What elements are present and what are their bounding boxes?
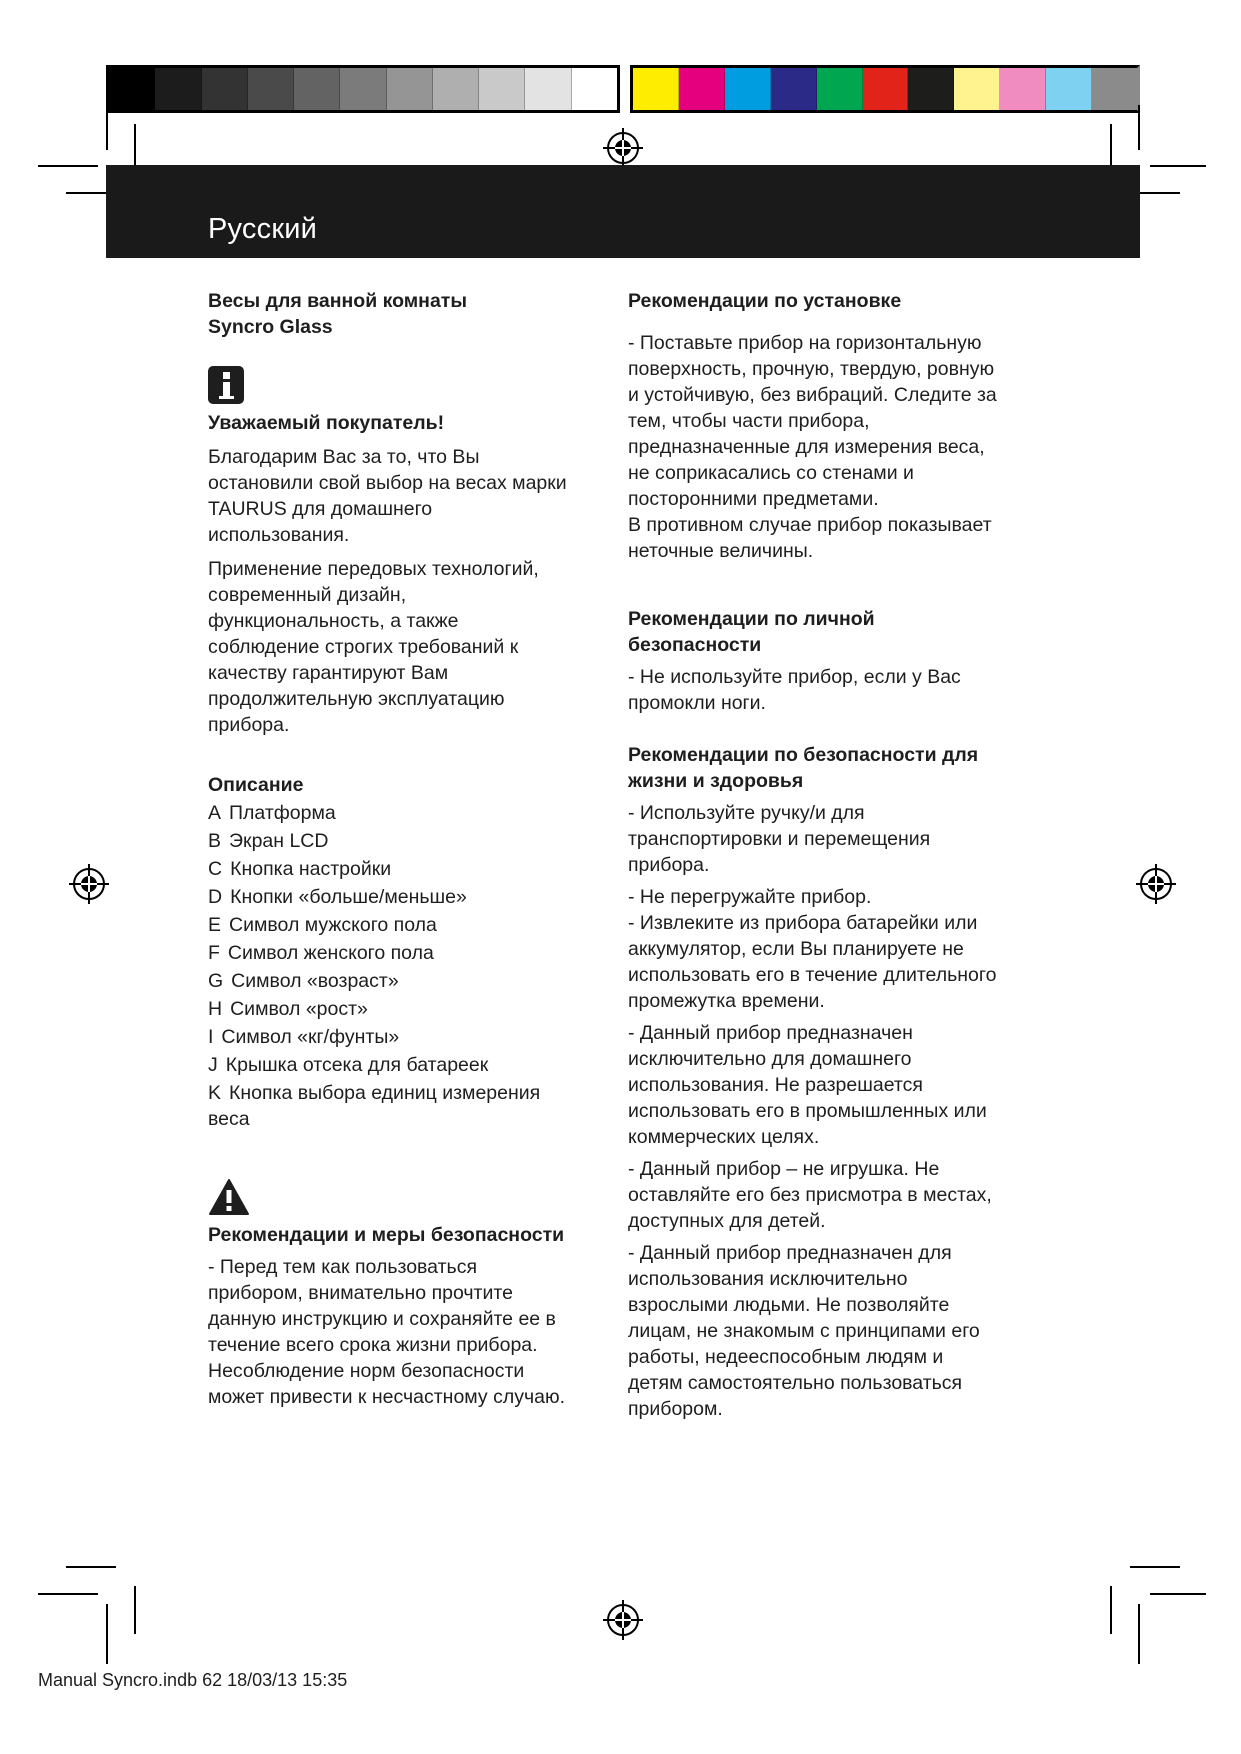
description-item-text: Кнопка настройки: [230, 858, 392, 880]
safety-heading: Рекомендации и меры безопасности: [208, 1224, 565, 1246]
description-item: [208, 828, 568, 854]
color-swatch: [633, 68, 679, 110]
description-item-letter: G: [208, 970, 224, 992]
description-item: [208, 1052, 568, 1078]
color-swatch: [248, 68, 294, 110]
description-item-letter: K: [208, 1082, 222, 1104]
description-item: [208, 1024, 568, 1050]
health-paragraph: - Данный прибор предназначен исключительно для домашнего использования. Не разрешается использовать его в промышленных или коммерческих целях.: [628, 1022, 987, 1148]
greeting-paragraph: Применение передовых технологий, современный дизайн, функциональность, а также соблюдение строгих требований к качеству гарантируют Вам продолжительную эксплуатацию прибора.: [208, 558, 539, 736]
color-swatch: [572, 68, 617, 110]
description-item: [208, 968, 568, 994]
color-swatch: [340, 68, 386, 110]
description-item-text: Символ «кг/фунты»: [221, 1026, 400, 1048]
description-item: [208, 800, 568, 826]
crop-mark-bottom-right-h: [1130, 1566, 1180, 1568]
color-swatch: [387, 68, 433, 110]
description-item-text: Кнопка выбора единиц измерения веса: [208, 1082, 541, 1130]
color-swatch: [294, 68, 340, 110]
health-paragraph: - Данный прибор – не игрушка. Не оставляйте его без присмотра в местах, доступных для детей.: [628, 1158, 992, 1232]
description-item: [208, 884, 568, 910]
crop-mark-top-right-v: [1138, 105, 1140, 150]
crop-mark-bottom-right-v: [1138, 1604, 1140, 1664]
color-swatch: [479, 68, 525, 110]
crop-mark-bottom-left-h: [66, 1566, 116, 1568]
color-swatch: [725, 68, 771, 110]
crop-mark-top-left-h: [38, 165, 98, 167]
color-swatch: [1092, 68, 1137, 110]
left-column: [208, 288, 568, 1410]
description-item-text: Символ женского пола: [227, 942, 434, 964]
install-paragraph: - Поставьте прибор на горизонтальную поверхность, прочную, твердую, ровную и устойчивую, без вибраций. Следите за тем, чтобы части прибора, предназначенные для измерения веса, не соприкасались со стенами и посторонними предметами.: [628, 332, 997, 510]
health-paragraph: - Не перегружайте прибор.: [628, 886, 872, 908]
crop-mark-top-right-h: [1150, 165, 1206, 167]
crop-mark-bottom-left-h2: [38, 1593, 98, 1595]
crop-mark-bottom-right-v2: [1110, 1586, 1112, 1634]
description-item: [208, 996, 568, 1022]
description-item-letter: D: [208, 886, 223, 908]
description-item-letter: B: [208, 830, 222, 852]
greeting-paragraph: Благодарим Вас за то, что Вы остановили свой выбор на весах марки TAURUS для домашнего использования.: [208, 446, 567, 546]
install-heading: Рекомендации по установке: [628, 290, 902, 312]
registration-mark-icon: [1134, 862, 1178, 906]
health-safety-heading: Рекомендации по безопасности для жизни и здоровья: [628, 744, 979, 792]
description-item-text: Символ «рост»: [230, 998, 368, 1020]
color-swatch: [525, 68, 571, 110]
description-item-letter: F: [208, 942, 220, 964]
description-item-text: Символ «возраст»: [231, 970, 399, 992]
description-item-letter: C: [208, 858, 223, 880]
color-swatch: [679, 68, 725, 110]
color-swatch: [771, 68, 817, 110]
crop-mark-bottom-left-v: [106, 1604, 108, 1664]
product-title: Весы для ванной комнаты Syncro Glass: [208, 290, 468, 338]
description-item-text: Экран LCD: [229, 830, 329, 852]
install-paragraph-2: В противном случае прибор показывает неточные величины.: [628, 514, 992, 562]
color-swatch: [817, 68, 863, 110]
color-swatch: [433, 68, 479, 110]
description-item-text: Крышка отсека для батареек: [225, 1054, 489, 1076]
info-icon: [208, 366, 244, 404]
color-swatch: [954, 68, 1000, 110]
color-swatch: [202, 68, 248, 110]
grayscale-calibration-bar: [106, 65, 620, 113]
description-item-text: Кнопки «больше/меньше»: [230, 886, 467, 908]
description-item: [208, 940, 568, 966]
description-item: [208, 912, 568, 938]
health-paragraph: - Извлеките из прибора батарейки или аккумулятор, если Вы планируете не использовать его в течение длительного промежутка времени.: [628, 912, 997, 1012]
registration-mark-icon: [67, 862, 111, 906]
health-paragraph: - Используйте ручку/и для транспортировки и перемещения прибора.: [628, 802, 931, 876]
language-header-band: [106, 165, 1140, 258]
description-item-letter: J: [208, 1054, 218, 1076]
crop-mark-bottom-right-h2: [1150, 1593, 1206, 1595]
color-swatch: [1000, 68, 1046, 110]
registration-mark-icon: [601, 126, 645, 170]
crop-mark-bottom-left-v2: [134, 1586, 136, 1634]
color-swatch: [109, 68, 155, 110]
greeting-heading: Уважаемый покупатель!: [208, 412, 445, 434]
safety-paragraph: - Перед тем как пользоваться прибором, внимательно прочтите данную инструкцию и сохраняйте ее в течение всего срока жизни прибора. Несоблюдение норм безопасности может привести к несчастному случаю.: [208, 1256, 566, 1408]
description-item-text: Платформа: [229, 802, 336, 824]
color-swatch: [908, 68, 954, 110]
description-item-text: Символ мужского пола: [229, 914, 437, 936]
print-slug: Manual Syncro.indb 62 18/03/13 15:35: [38, 1670, 348, 1690]
language-title: Русский: [208, 213, 318, 245]
color-swatch: [155, 68, 201, 110]
description-item-letter: A: [208, 802, 222, 824]
personal-safety-heading: Рекомендации по личной безопасности: [628, 608, 875, 656]
warning-icon: [208, 1178, 250, 1216]
description-item: [208, 856, 568, 882]
registration-mark-icon: [601, 1598, 645, 1642]
description-heading: Описание: [208, 774, 304, 796]
color-swatch: [863, 68, 909, 110]
description-item-letter: I: [208, 1026, 214, 1048]
process-color-calibration-bar: [630, 65, 1140, 113]
color-swatch: [1046, 68, 1092, 110]
health-paragraph: - Данный прибор предназначен для использования исключительно взрослыми людьми. Не позволяйте лицам, не знакомым с принципами его работы, недееспособным людям и детям самостоятельно пользоваться прибором.: [628, 1242, 980, 1420]
description-item: [208, 1080, 568, 1132]
description-item-letter: E: [208, 914, 222, 936]
personal-safety-paragraph: - Не используйте прибор, если у Вас промокли ноги.: [628, 666, 961, 714]
crop-mark-top-left-v: [106, 105, 108, 150]
right-column: [628, 288, 998, 1422]
description-list: [208, 800, 568, 1132]
description-item-letter: H: [208, 998, 223, 1020]
